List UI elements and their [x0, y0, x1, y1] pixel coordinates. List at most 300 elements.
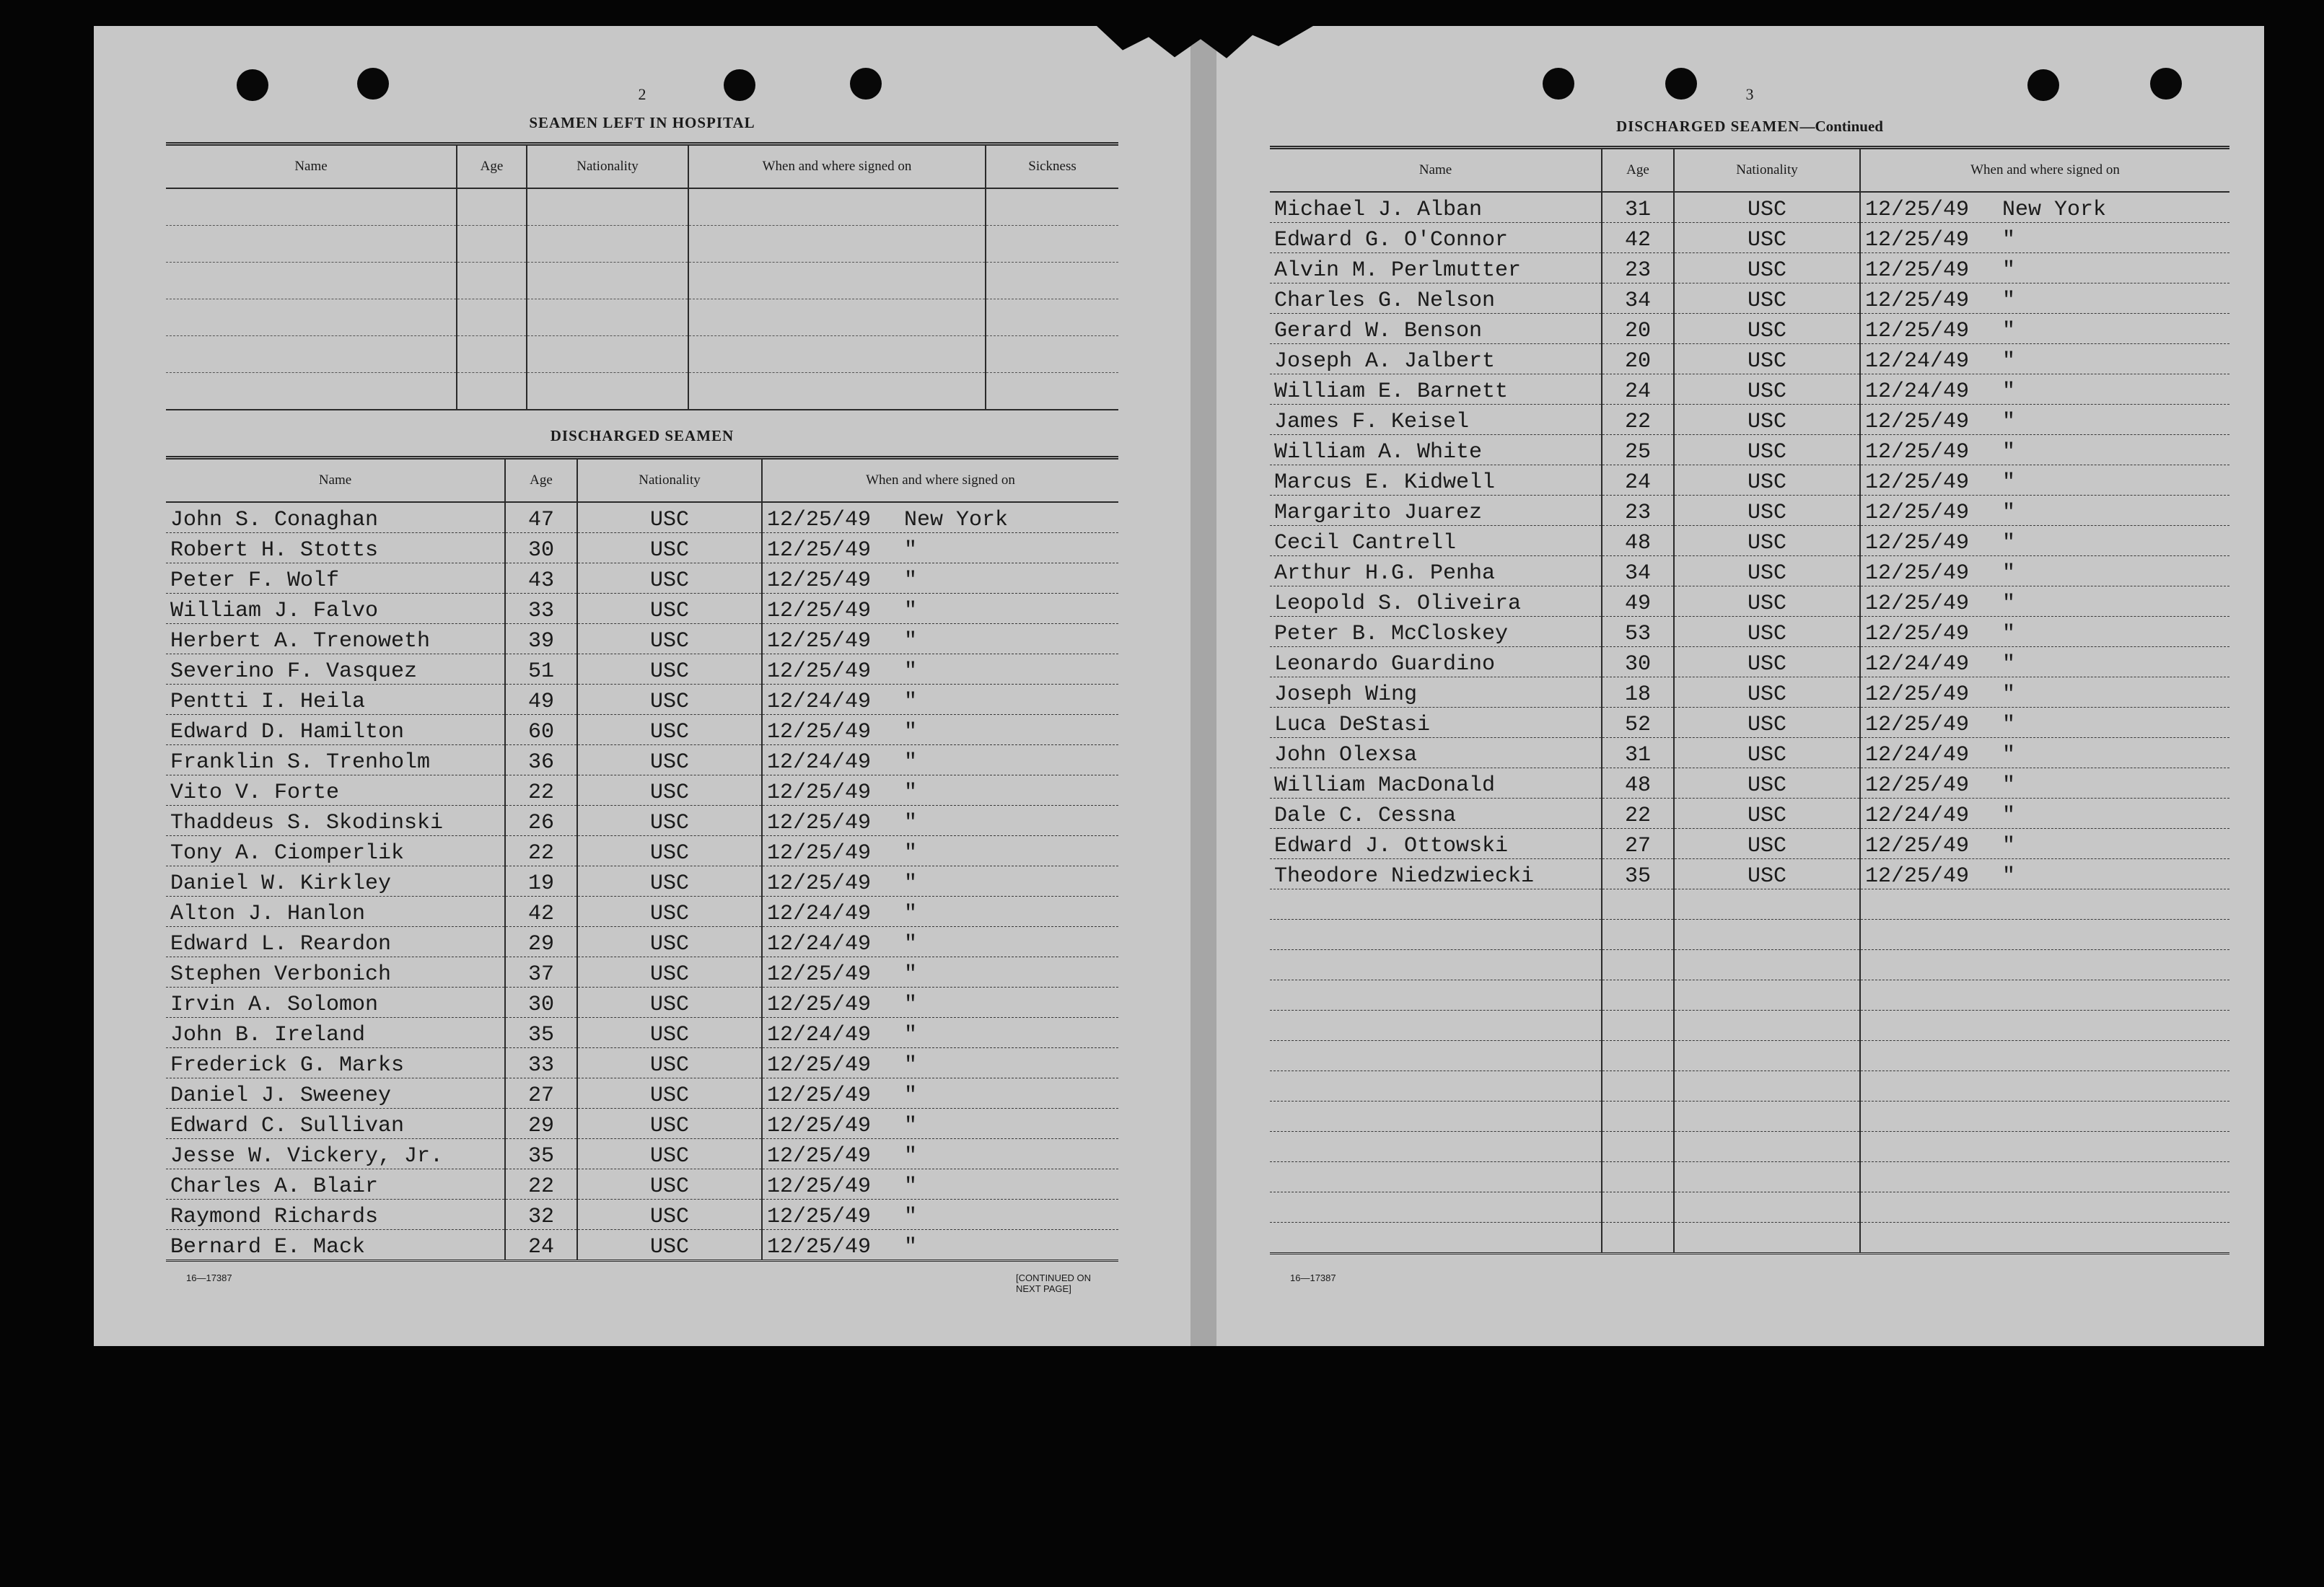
empty-cell: [1674, 1071, 1860, 1102]
empty-cell: [1270, 1041, 1602, 1071]
seaman-name: Edward G. O'Connor: [1270, 223, 1602, 253]
seaman-age: 24: [1602, 374, 1674, 405]
signed-on-place: ": [904, 690, 918, 714]
signed-on-date: 12/25/49: [1865, 410, 1970, 434]
signed-on-date: 12/25/49: [767, 1235, 872, 1260]
signed-on: [762, 745, 1118, 775]
signed-on: [1860, 374, 2229, 405]
signed-on-place: ": [2002, 410, 2016, 434]
seaman-name: William E. Barnett: [1270, 374, 1602, 405]
signed-on-place: ": [904, 962, 918, 987]
signed-on-place: ": [904, 871, 918, 896]
signed-on-date: 12/25/49: [1865, 501, 1970, 525]
empty-cell: [457, 336, 527, 373]
empty-cell: [457, 263, 527, 299]
table-row: [1270, 586, 2229, 617]
signed-on-place: ": [904, 568, 918, 593]
signed-on-date: 12/24/49: [1865, 349, 1970, 374]
empty-cell: [1674, 1041, 1860, 1071]
signed-on: [762, 988, 1118, 1018]
signed-on: [1860, 829, 2229, 859]
signed-on-date: 12/24/49: [1865, 743, 1970, 768]
seaman-age: 42: [505, 897, 577, 927]
signed-on: [1860, 283, 2229, 314]
seaman-name: Leonardo Guardino: [1270, 647, 1602, 677]
seaman-name: Franklin S. Trenholm: [166, 745, 505, 775]
signed-on: [762, 502, 1118, 533]
signed-on: [1860, 677, 2229, 708]
empty-cell: [1270, 1102, 1602, 1132]
signed-on-date: 12/24/49: [1865, 379, 1970, 404]
signed-on-date: 12/25/49: [1865, 864, 1970, 889]
seaman-name: Luca DeStasi: [1270, 708, 1602, 738]
seaman-nationality: USC: [577, 745, 762, 775]
empty-cell: [986, 226, 1118, 263]
table-row: [166, 1109, 1118, 1139]
signed-on-date: 12/25/49: [1865, 592, 1970, 616]
signed-on-date: 12/25/49: [767, 993, 872, 1017]
seaman-age: 19: [505, 866, 577, 897]
page-gutter: [1190, 26, 1216, 1346]
seaman-nationality: USC: [577, 502, 762, 533]
table-row: [166, 299, 1118, 336]
signed-on-place: ": [904, 932, 918, 957]
table-row: [1270, 677, 2229, 708]
signed-on-place: ": [904, 811, 918, 835]
seaman-name: Charles A. Blair: [166, 1169, 505, 1200]
empty-cell: [1674, 1223, 1860, 1254]
seaman-nationality: USC: [577, 775, 762, 806]
seaman-name: Alton J. Hanlon: [166, 897, 505, 927]
empty-cell: [166, 188, 457, 226]
signed-on-date: 12/25/49: [767, 811, 872, 835]
empty-cell: [1602, 920, 1674, 950]
table-row: [1270, 920, 2229, 950]
empty-cell: [1602, 1102, 1674, 1132]
seaman-nationality: USC: [577, 594, 762, 624]
seaman-name: Daniel J. Sweeney: [166, 1078, 505, 1109]
signed-on-date: 12/25/49: [1865, 531, 1970, 555]
seaman-age: 48: [1602, 526, 1674, 556]
signed-on: [762, 806, 1118, 836]
seaman-age: 31: [1602, 192, 1674, 223]
signed-on-place: ": [904, 841, 918, 866]
empty-cell: [166, 263, 457, 299]
seaman-name: Dale C. Cessna: [1270, 799, 1602, 829]
signed-on-date: 12/24/49: [767, 932, 872, 957]
signed-on-place: ": [2002, 713, 2016, 737]
seaman-name: Jesse W. Vickery, Jr.: [166, 1139, 505, 1169]
empty-cell: [1602, 1223, 1674, 1254]
seaman-nationality: USC: [577, 533, 762, 563]
signed-on-place: ": [904, 629, 918, 654]
signed-on: [762, 927, 1118, 957]
seaman-age: 51: [505, 654, 577, 685]
table-row: [1270, 314, 2229, 344]
seaman-name: Vito V. Forte: [166, 775, 505, 806]
signed-on-place: ": [904, 1114, 918, 1138]
seaman-nationality: USC: [1674, 374, 1860, 405]
seaman-age: 23: [1602, 253, 1674, 283]
seaman-nationality: USC: [1674, 708, 1860, 738]
empty-cell: [688, 373, 986, 410]
signed-on: [762, 654, 1118, 685]
signed-on-place: ": [2002, 501, 2016, 525]
seaman-nationality: USC: [577, 1078, 762, 1109]
seaman-age: 37: [505, 957, 577, 988]
empty-cell: [1270, 1162, 1602, 1192]
table-row: [1270, 738, 2229, 768]
empty-cell: [1270, 950, 1602, 980]
signed-on: [1860, 768, 2229, 799]
seaman-age: 22: [1602, 405, 1674, 435]
signed-on-place: New York: [2002, 198, 2107, 222]
seaman-age: 20: [1602, 344, 1674, 374]
signed-on-date: 12/25/49: [767, 1053, 872, 1078]
table-row: [1270, 859, 2229, 889]
table-row: [1270, 526, 2229, 556]
signed-on: [1860, 465, 2229, 496]
seaman-nationality: USC: [1674, 526, 1860, 556]
empty-cell: [1860, 1192, 2229, 1223]
seaman-nationality: USC: [1674, 223, 1860, 253]
table-row: [1270, 617, 2229, 647]
empty-cell: [688, 299, 986, 336]
empty-cell: [986, 336, 1118, 373]
seaman-nationality: USC: [577, 563, 762, 594]
seaman-nationality: USC: [577, 957, 762, 988]
signed-on-place: ": [2002, 531, 2016, 555]
signed-on-place: New York: [904, 508, 1009, 532]
seaman-name: Daniel W. Kirkley: [166, 866, 505, 897]
seaman-nationality: USC: [577, 806, 762, 836]
signed-on-date: 12/24/49: [767, 750, 872, 775]
seaman-age: 30: [505, 988, 577, 1018]
seaman-name: William MacDonald: [1270, 768, 1602, 799]
signed-on-place: ": [2002, 470, 2016, 495]
empty-cell: [1270, 1192, 1602, 1223]
hospital-table: [166, 142, 1118, 410]
table-row: [166, 957, 1118, 988]
empty-cell: [1674, 920, 1860, 950]
signed-on-place: ": [904, 1235, 918, 1260]
empty-cell: [166, 373, 457, 410]
seaman-nationality: USC: [1674, 253, 1860, 283]
signed-on-place: ": [2002, 349, 2016, 374]
table-row: [1270, 1011, 2229, 1041]
signed-on-date: 12/25/49: [767, 1083, 872, 1108]
table-row: [166, 1230, 1118, 1261]
seaman-name: Herbert A. Trenoweth: [166, 624, 505, 654]
empty-cell: [1602, 950, 1674, 980]
seaman-name: Joseph Wing: [1270, 677, 1602, 708]
seaman-nationality: USC: [577, 988, 762, 1018]
table-row: [166, 897, 1118, 927]
table-row: [1270, 253, 2229, 283]
column-header: Nationality: [577, 458, 762, 503]
table-row: [1270, 1223, 2229, 1254]
table-row: [1270, 1102, 2229, 1132]
signed-on-place: ": [904, 781, 918, 805]
seaman-nationality: USC: [1674, 314, 1860, 344]
empty-cell: [688, 188, 986, 226]
table-row: [1270, 283, 2229, 314]
table-row: [1270, 1132, 2229, 1162]
empty-cell: [1674, 1132, 1860, 1162]
table-row: [166, 927, 1118, 957]
signed-on: [1860, 526, 2229, 556]
title-main: DISCHARGED SEAMEN: [1616, 118, 1800, 135]
empty-cell: [1860, 1041, 2229, 1071]
seaman-age: 33: [505, 1048, 577, 1078]
table-row: [1270, 647, 2229, 677]
seaman-nationality: USC: [577, 715, 762, 745]
signed-on-place: ": [904, 1144, 918, 1169]
signed-on-date: 12/25/49: [767, 781, 872, 805]
discharged-section-title: DISCHARGED SEAMEN: [550, 427, 735, 444]
signed-on-place: ": [904, 659, 918, 684]
seaman-name: Cecil Cantrell: [1270, 526, 1602, 556]
signed-on: [1860, 556, 2229, 586]
empty-cell: [1860, 920, 2229, 950]
signed-on-date: 12/25/49: [767, 1144, 872, 1169]
signed-on: [1860, 799, 2229, 829]
signed-on: [1860, 223, 2229, 253]
column-header: Age: [505, 458, 577, 503]
empty-cell: [1270, 1071, 1602, 1102]
seaman-name: John B. Ireland: [166, 1018, 505, 1048]
seaman-nationality: USC: [1674, 829, 1860, 859]
discharged-continued-title: [1270, 118, 2229, 136]
seaman-nationality: USC: [1674, 344, 1860, 374]
signed-on: [1860, 192, 2229, 223]
signed-on-place: ": [2002, 622, 2016, 646]
signed-on-place: ": [904, 993, 918, 1017]
seaman-age: 42: [1602, 223, 1674, 253]
seaman-age: 47: [505, 502, 577, 533]
empty-cell: [457, 299, 527, 336]
table-row: [166, 502, 1118, 533]
seaman-age: 26: [505, 806, 577, 836]
seaman-age: 23: [1602, 496, 1674, 526]
seaman-name: Charles G. Nelson: [1270, 283, 1602, 314]
signed-on-place: ": [904, 750, 918, 775]
signed-on: [762, 533, 1118, 563]
signed-on-date: 12/25/49: [1865, 561, 1970, 586]
signed-on-date: 12/25/49: [1865, 470, 1970, 495]
signed-on: [762, 897, 1118, 927]
empty-cell: [1674, 1192, 1860, 1223]
seaman-nationality: USC: [577, 1048, 762, 1078]
empty-cell: [1860, 889, 2229, 920]
continued-note: [CONTINUED ON NEXT PAGE]: [1016, 1272, 1091, 1294]
signed-on-date: 12/25/49: [1865, 319, 1970, 343]
signed-on-date: 12/25/49: [767, 599, 872, 623]
signed-on-place: ": [2002, 289, 2016, 313]
table-row: [166, 263, 1118, 299]
column-header: Age: [457, 144, 527, 189]
column-header: Name: [166, 458, 505, 503]
table-row: [166, 1169, 1118, 1200]
seaman-age: 39: [505, 624, 577, 654]
signed-on: [762, 1200, 1118, 1230]
table-row: [166, 1048, 1118, 1078]
seaman-nationality: USC: [577, 836, 762, 866]
seaman-nationality: USC: [577, 1018, 762, 1048]
empty-cell: [1270, 1132, 1602, 1162]
empty-cell: [986, 373, 1118, 410]
signed-on: [1860, 708, 2229, 738]
table-row: [166, 1018, 1118, 1048]
signed-on: [762, 1109, 1118, 1139]
signed-on: [762, 594, 1118, 624]
seaman-name: Michael J. Alban: [1270, 192, 1602, 223]
seaman-nationality: USC: [577, 1139, 762, 1169]
column-header: When and where signed on: [1860, 148, 2229, 193]
seaman-name: William A. White: [1270, 435, 1602, 465]
seaman-name: Frederick G. Marks: [166, 1048, 505, 1078]
seaman-nationality: USC: [1674, 647, 1860, 677]
table-row: [166, 654, 1118, 685]
table-row: [166, 715, 1118, 745]
table-row: [1270, 192, 2229, 223]
signed-on-place: ": [904, 1205, 918, 1229]
signed-on-date: 12/25/49: [1865, 289, 1970, 313]
empty-cell: [1674, 1102, 1860, 1132]
table-row: [166, 533, 1118, 563]
table-row: [166, 806, 1118, 836]
seaman-age: 24: [1602, 465, 1674, 496]
table-row: [1270, 405, 2229, 435]
seaman-age: 34: [1602, 283, 1674, 314]
seaman-age: 30: [1602, 647, 1674, 677]
seaman-name: Edward J. Ottowski: [1270, 829, 1602, 859]
seaman-name: Theodore Niedzwiecki: [1270, 859, 1602, 889]
right-page: [1270, 26, 2229, 1346]
signed-on-date: 12/25/49: [767, 1205, 872, 1229]
signed-on-date: 12/24/49: [1865, 804, 1970, 828]
seaman-nationality: USC: [577, 1200, 762, 1230]
signed-on-place: ": [904, 1023, 918, 1047]
seaman-nationality: USC: [1674, 496, 1860, 526]
empty-cell: [166, 336, 457, 373]
seaman-age: 20: [1602, 314, 1674, 344]
seaman-nationality: USC: [577, 866, 762, 897]
seaman-name: John Olexsa: [1270, 738, 1602, 768]
column-header: Sickness: [986, 144, 1118, 189]
signed-on: [1860, 496, 2229, 526]
empty-cell: [1602, 1041, 1674, 1071]
discharged-continued-table: [1270, 146, 2229, 1254]
empty-cell: [1860, 980, 2229, 1011]
signed-on: [762, 1139, 1118, 1169]
left-page: [166, 26, 1118, 1346]
seaman-age: 60: [505, 715, 577, 745]
seaman-age: 32: [505, 1200, 577, 1230]
column-header: Nationality: [527, 144, 688, 189]
table-row: [1270, 980, 2229, 1011]
seaman-name: Pentti I. Heila: [166, 685, 505, 715]
seaman-name: Thaddeus S. Skodinski: [166, 806, 505, 836]
discharged-table: [166, 456, 1118, 1262]
empty-cell: [527, 336, 688, 373]
column-header: When and where signed on: [688, 144, 986, 189]
empty-cell: [1602, 889, 1674, 920]
table-row: [1270, 708, 2229, 738]
seaman-age: 43: [505, 563, 577, 594]
signed-on: [762, 1078, 1118, 1109]
column-header: When and where signed on: [762, 458, 1118, 503]
table-row: [166, 563, 1118, 594]
form-code: 16—17387: [186, 1272, 232, 1283]
empty-cell: [1674, 1011, 1860, 1041]
empty-cell: [1860, 1102, 2229, 1132]
signed-on-date: 12/25/49: [1865, 622, 1970, 646]
table-row: [1270, 465, 2229, 496]
signed-on-place: ": [2002, 592, 2016, 616]
seaman-age: 36: [505, 745, 577, 775]
empty-cell: [457, 188, 527, 226]
seaman-age: 18: [1602, 677, 1674, 708]
table-row: [166, 836, 1118, 866]
empty-cell: [457, 373, 527, 410]
hospital-section-title: SEAMEN LEFT IN HOSPITAL: [529, 114, 755, 131]
signed-on-date: 12/25/49: [767, 538, 872, 563]
seaman-age: 30: [505, 533, 577, 563]
seaman-nationality: USC: [1674, 768, 1860, 799]
seaman-nationality: USC: [577, 927, 762, 957]
column-header: Nationality: [1674, 148, 1860, 193]
table-row: [166, 188, 1118, 226]
seaman-name: Tony A. Ciomperlik: [166, 836, 505, 866]
table-row: [166, 373, 1118, 410]
empty-cell: [1602, 980, 1674, 1011]
empty-cell: [986, 188, 1118, 226]
seaman-name: James F. Keisel: [1270, 405, 1602, 435]
empty-cell: [1860, 950, 2229, 980]
seaman-age: 34: [1602, 556, 1674, 586]
empty-cell: [1270, 1223, 1602, 1254]
title-suffix: —Continued: [1799, 118, 1883, 135]
table-row: [166, 685, 1118, 715]
seaman-name: Edward C. Sullivan: [166, 1109, 505, 1139]
table-row: [1270, 223, 2229, 253]
empty-cell: [1860, 1132, 2229, 1162]
signed-on-place: ": [904, 720, 918, 744]
table-row: [1270, 1162, 2229, 1192]
signed-on: [1860, 617, 2229, 647]
seaman-name: Marcus E. Kidwell: [1270, 465, 1602, 496]
empty-cell: [166, 299, 457, 336]
empty-cell: [1674, 1162, 1860, 1192]
table-row: [1270, 435, 2229, 465]
signed-on-date: 12/25/49: [767, 871, 872, 896]
empty-cell: [986, 299, 1118, 336]
empty-cell: [527, 299, 688, 336]
table-row: [1270, 374, 2229, 405]
signed-on-date: 12/25/49: [767, 659, 872, 684]
seaman-name: Robert H. Stotts: [166, 533, 505, 563]
signed-on-place: ": [2002, 440, 2016, 465]
empty-cell: [166, 226, 457, 263]
signed-on: [1860, 253, 2229, 283]
signed-on: [1860, 647, 2229, 677]
signed-on-place: ": [2002, 743, 2016, 768]
seaman-nationality: USC: [1674, 617, 1860, 647]
empty-cell: [1270, 920, 1602, 950]
empty-cell: [1860, 1011, 2229, 1041]
signed-on-date: 12/25/49: [767, 841, 872, 866]
